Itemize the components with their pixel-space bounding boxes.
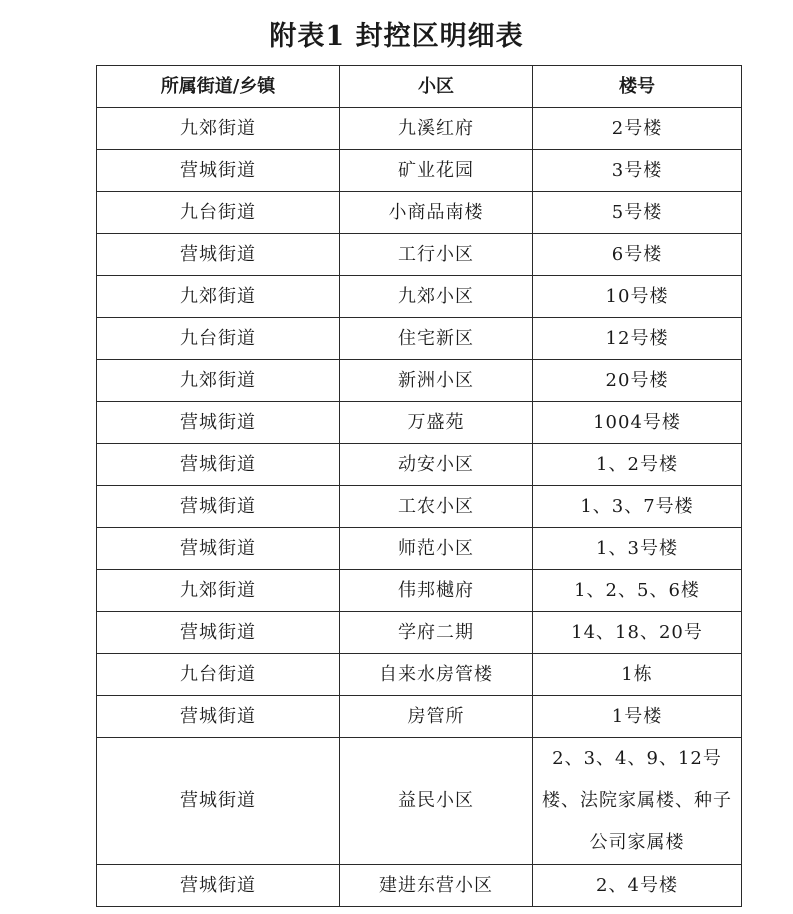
closure-detail-table xyxy=(96,65,742,907)
cell-community: 建进东营小区 xyxy=(340,865,533,907)
table-header-row xyxy=(97,66,742,108)
cell-building: 12号楼 xyxy=(533,318,742,360)
cell-street: 营城街道 xyxy=(97,234,340,276)
cell-building: 1号楼 xyxy=(533,696,742,738)
cell-building: 2号楼 xyxy=(533,108,742,150)
table-row xyxy=(97,696,742,738)
cell-street: 营城街道 xyxy=(97,444,340,486)
cell-building: 20号楼 xyxy=(533,360,742,402)
table-row xyxy=(97,318,742,360)
cell-community: 益民小区 xyxy=(340,738,533,865)
cell-street: 营城街道 xyxy=(97,150,340,192)
table-row xyxy=(97,738,742,865)
table-row xyxy=(97,192,742,234)
cell-street: 九台街道 xyxy=(97,654,340,696)
cell-street: 营城街道 xyxy=(97,696,340,738)
cell-building: 3号楼 xyxy=(533,150,742,192)
cell-building: 1、3、7号楼 xyxy=(533,486,742,528)
cell-community: 新洲小区 xyxy=(340,360,533,402)
cell-building: 2、4号楼 xyxy=(533,865,742,907)
table-row xyxy=(97,612,742,654)
cell-community: 九溪红府 xyxy=(340,108,533,150)
cell-street: 九台街道 xyxy=(97,192,340,234)
cell-building: 10号楼 xyxy=(533,276,742,318)
cell-community: 房管所 xyxy=(340,696,533,738)
cell-community: 矿业花园 xyxy=(340,150,533,192)
cell-building: 1004号楼 xyxy=(533,402,742,444)
cell-street: 九郊街道 xyxy=(97,360,340,402)
table-row xyxy=(97,486,742,528)
cell-building: 2、3、4、9、12号楼、法院家属楼、种子公司家属楼 xyxy=(533,738,742,865)
cell-street: 九台街道 xyxy=(97,318,340,360)
cell-building: 1、2、5、6楼 xyxy=(533,570,742,612)
cell-community: 万盛苑 xyxy=(340,402,533,444)
cell-street: 营城街道 xyxy=(97,528,340,570)
cell-community: 工行小区 xyxy=(340,234,533,276)
table-row xyxy=(97,570,742,612)
table-row xyxy=(97,360,742,402)
page-title: 附表1 封控区明细表 xyxy=(269,21,524,52)
table-row xyxy=(97,402,742,444)
table-row xyxy=(97,150,742,192)
table-row xyxy=(97,108,742,150)
table-row xyxy=(97,234,742,276)
cell-community: 工农小区 xyxy=(340,486,533,528)
cell-street: 营城街道 xyxy=(97,486,340,528)
header-street: 所属街道/乡镇 xyxy=(97,66,340,108)
cell-building: 6号楼 xyxy=(533,234,742,276)
header-building: 楼号 xyxy=(533,66,742,108)
header-community: 小区 xyxy=(340,66,533,108)
table-row xyxy=(97,444,742,486)
cell-street: 九郊街道 xyxy=(97,276,340,318)
cell-community: 九郊小区 xyxy=(340,276,533,318)
cell-street: 九郊街道 xyxy=(97,570,340,612)
cell-community: 学府二期 xyxy=(340,612,533,654)
cell-community: 自来水房管楼 xyxy=(340,654,533,696)
table-row xyxy=(97,654,742,696)
table-row xyxy=(97,528,742,570)
cell-building: 5号楼 xyxy=(533,192,742,234)
cell-community: 动安小区 xyxy=(340,444,533,486)
cell-building: 1、2号楼 xyxy=(533,444,742,486)
cell-community: 住宅新区 xyxy=(340,318,533,360)
cell-street: 营城街道 xyxy=(97,865,340,907)
table-row xyxy=(97,865,742,907)
cell-street: 营城街道 xyxy=(97,738,340,865)
cell-building: 1、3号楼 xyxy=(533,528,742,570)
cell-street: 九郊街道 xyxy=(97,108,340,150)
cell-community: 师范小区 xyxy=(340,528,533,570)
cell-street: 营城街道 xyxy=(97,402,340,444)
cell-street: 营城街道 xyxy=(97,612,340,654)
cell-building: 14、18、20号 xyxy=(533,612,742,654)
cell-building: 1栋 xyxy=(533,654,742,696)
cell-community: 小商品南楼 xyxy=(340,192,533,234)
cell-community: 伟邦樾府 xyxy=(340,570,533,612)
table-row xyxy=(97,276,742,318)
